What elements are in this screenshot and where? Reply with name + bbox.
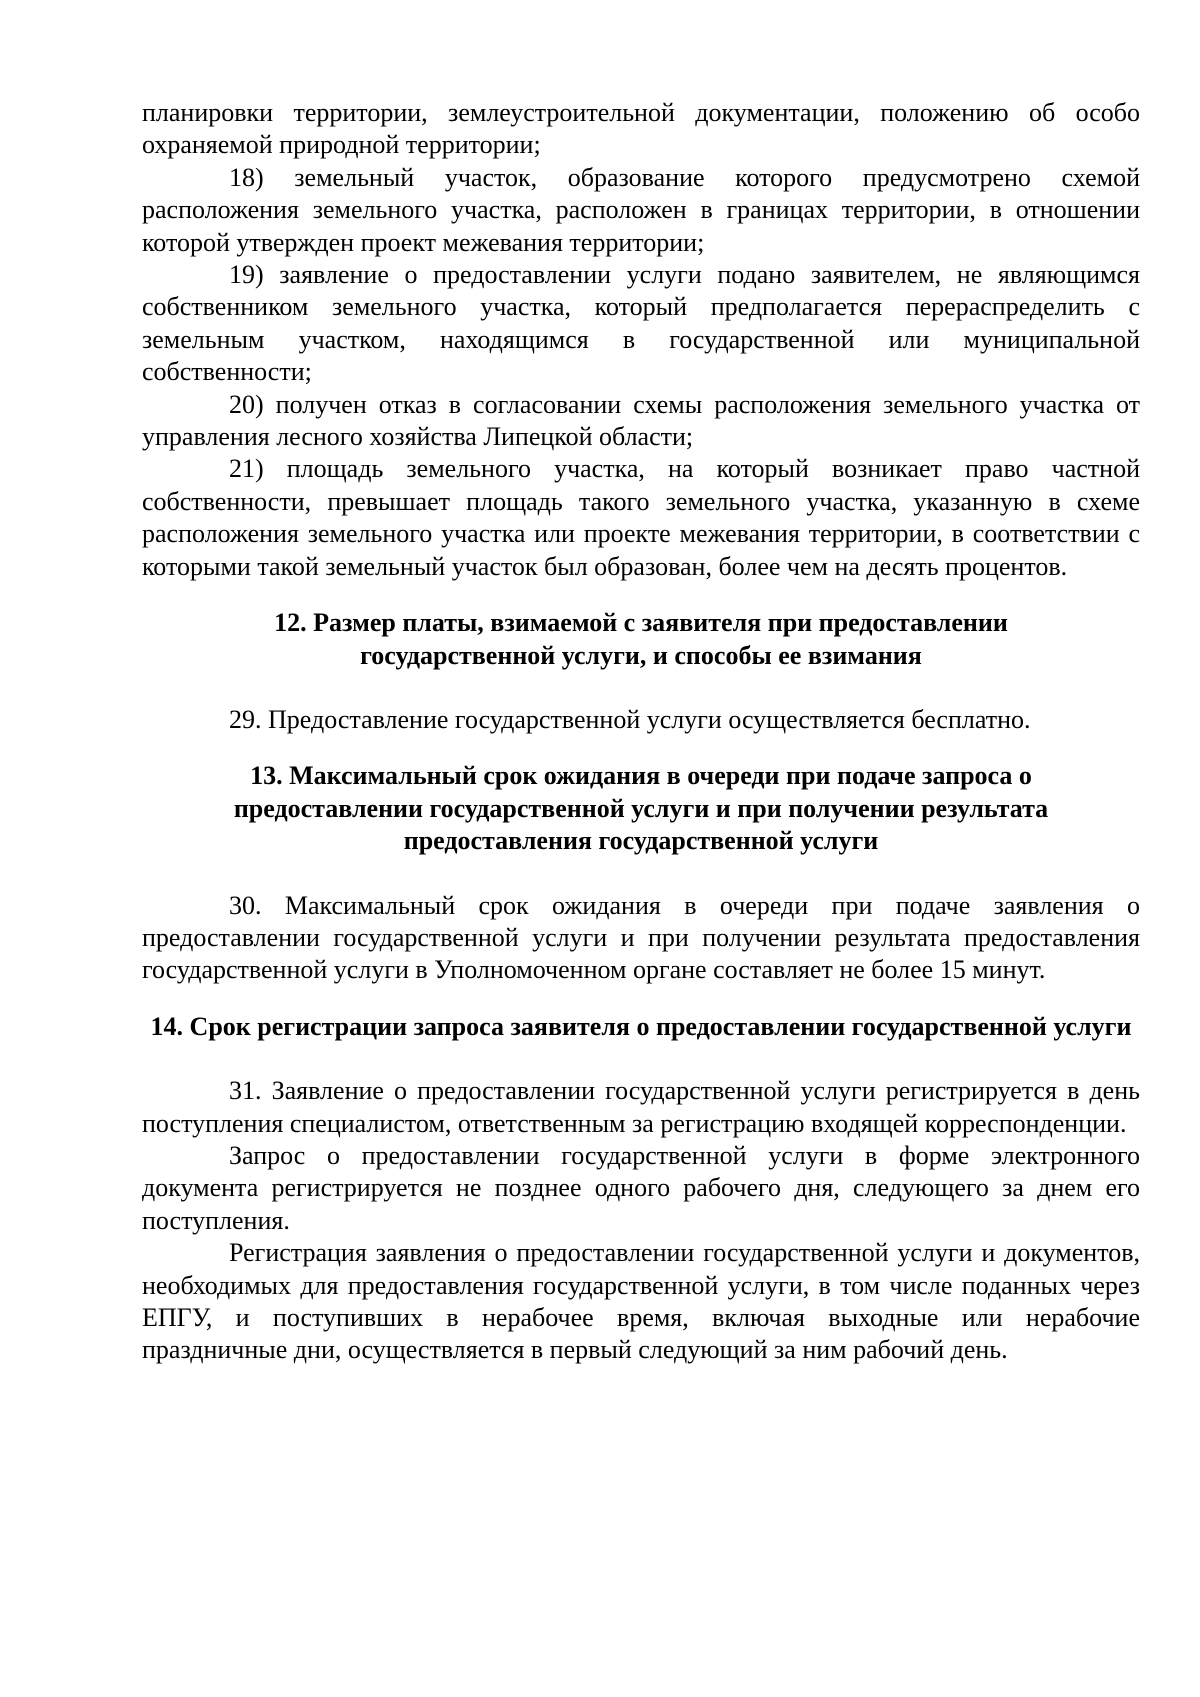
paragraph-item-19: 19) заявление о предоставлении услуги подано заявителем, не являющимся собственником земельного участка, который предполагается перераспределить с земельным участком, находящимся в государственной или муниципальной собственности; [142,260,1140,387]
paragraph-item-31: 31. Заявление о предоставлении государственной услуги регистрируется в день поступления специалистом, ответственным за регистрацию входящей корреспонденции. [142,1076,1140,1138]
paragraph-registration: Регистрация заявления о предоставлении государственной услуги и документов, необходимых для предоставления государственной услуги, в том числе поданных через ЕПГУ, и поступивших в нерабочее время, включая выходные или нерабочие праздничные дни, осуществляется в первый следующий за ним рабочий день. [142,1238,1140,1365]
paragraph-continuation: планировки территории, землеустроительной документации, положению об особо охраняемой природной территории; [142,98,1140,160]
section-heading-13: 13. Максимальный срок ожидания в очереди при подаче запроса о предоставлении государственной услуги и при получении результата предоставления государственной услуги [233,761,1049,856]
document-body [142,97,1140,1367]
spacer [142,736,1140,760]
section-heading-14: 14. Срок регистрации запроса заявителя о предоставлении государственной услуги [150,1011,1132,1041]
paragraph-item-30: 30. Максимальный срок ожидания в очереди при подаче заявления о предоставлении государственной услуги и при получении результата предоставления государственной услуги в Уполномоченном органе составляет не более 15 минут. [142,890,1140,985]
paragraph-item-18: 18) земельный участок, образование которого предусмотрено схемой расположения земельного участка, расположен в границах территории, в отношении которой утвержден проект межевания территории; [142,162,1140,257]
paragraph-item-21: 21) площадь земельного участка, на который возникает право частной собственности, превышает площадь такого земельного участка, указанную в схеме расположения земельного участка или проекте межевания территории, в соответствии с которыми такой земельный участок был образован, более чем на десять процентов. [142,454,1140,581]
spacer [142,583,1140,607]
paragraph-item-20: 20) получен отказ в согласовании схемы расположения земельного участка от управления лесного хозяйства Липецкой области; [142,389,1140,452]
section-heading-12: 12. Размер платы, взимаемой с заявителя при предоставлении государственной услуги, и способы ее взимания [274,608,1008,670]
spacer [142,672,1140,704]
spacer [142,987,1140,1011]
paragraph-item-29: 29. Предоставление государственной услуги осуществляется бесплатно. [229,704,1031,734]
paragraph-electronic-request: Запрос о предоставлении государственной услуги в форме электронного документа регистрируется не позднее одного рабочего дня, следующего за днем его поступления. [142,1140,1140,1235]
spacer [142,858,1140,890]
spacer [142,1043,1140,1075]
